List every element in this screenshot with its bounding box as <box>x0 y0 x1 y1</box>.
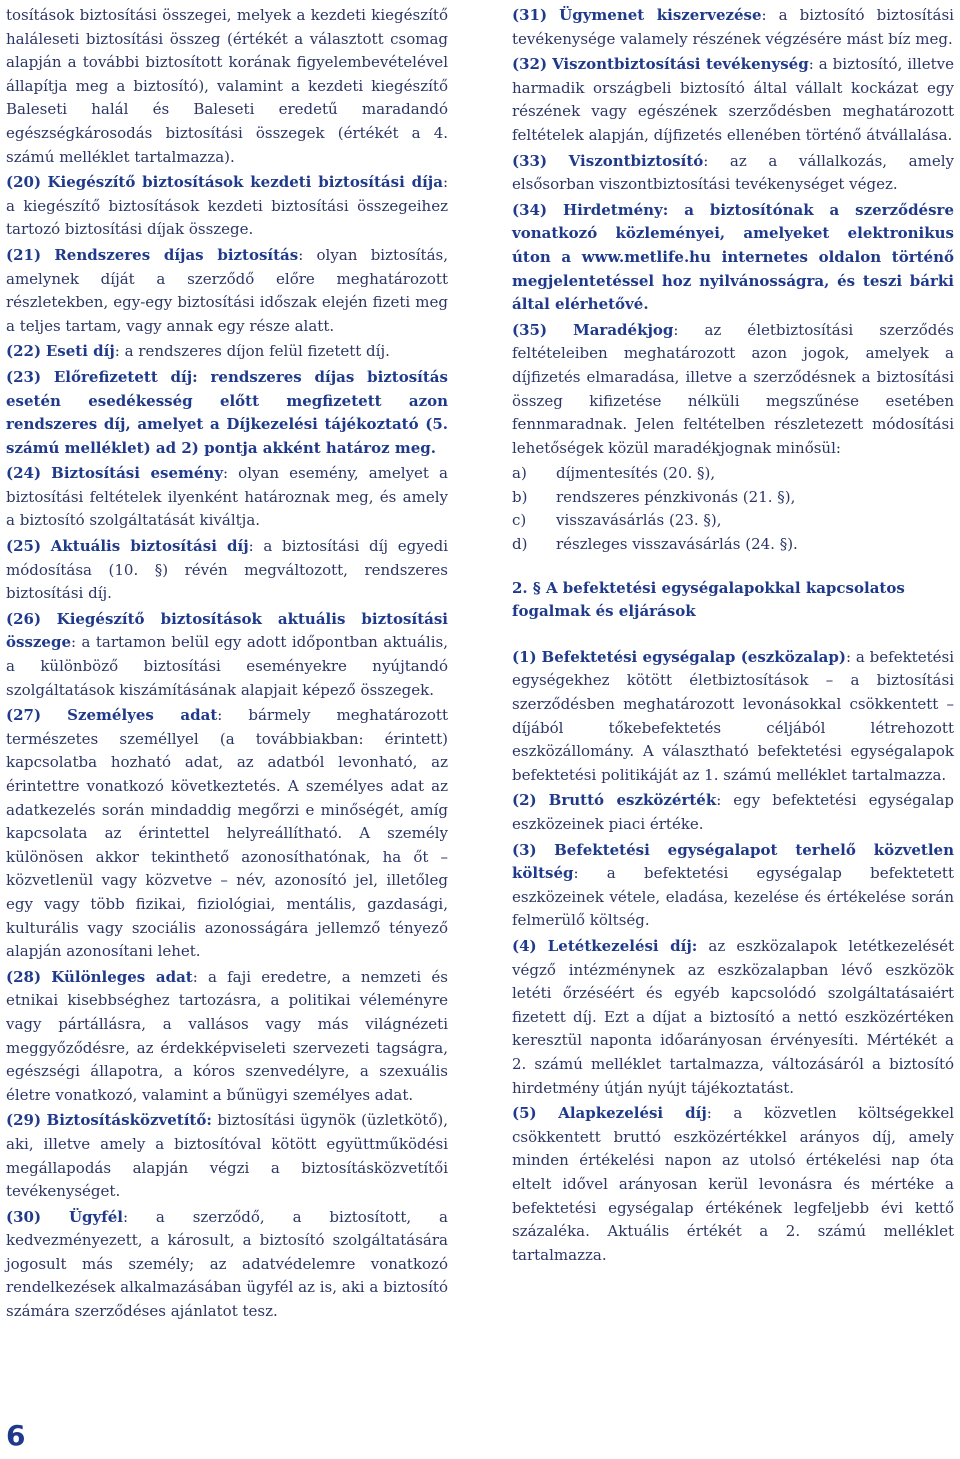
definition-text: rendszeres díjas biztosítás esetén esedékesség előtt megfizetett azon rendszeres díj, amelyet a Díjkezelési tájékoztató (5. számú melléklet) ad 2) pontja akként határoz meg. <box>6 367 448 457</box>
definition-text: : a faji eredetre, a nemzeti és etnikai kisebbséghez tartozásra, a politikai véleményre vagy pártállásra, a vallásos vagy más világnézeti meggyőződésre, az érdekképviseleti szervezeti tagságra, egészségi állapotra, a kóros szenvedélyre, a szexuális életre vonatkozó, valamint a bűnügyi személyes adat. <box>6 967 448 1104</box>
definition-number: (26) <box>6 609 42 628</box>
definition-item <box>6 535 448 606</box>
definition-number: (29) <box>6 1111 42 1130</box>
definition-text: : a közvetlen költségekkel csökkentett bruttó eszközértékkel arányos díj, amely minden értékelési napon az utolsó értékelési nap óta eltelt idővel arányosan kerül levonásra és mértéke a befektetési egységalap értékének legfeljebb évi kettő százaléka. Aktuális értékét a 2. számú melléklet tartalmazza. <box>512 1104 955 1264</box>
definition-text: : a szerződő, a biztosított, a kedvezményezett, a károsult, a biztosító szolgáltatására jogosult más személy; az adatvédelemre vonatkozó rendelkezések alkalmazásában ügyfél az is, aki a biztosító számára szerződéses ajánlatot tesz. <box>6 1207 448 1321</box>
definition-text: : olyan esemény, amelyet a biztosítási feltételek ilyenként határoznak meg, és amely a biztosító szolgáltatását kiváltja. <box>6 464 448 530</box>
definition-number: (3) <box>512 840 537 859</box>
definition-number: (5) <box>512 1104 537 1123</box>
definition-number: (2) <box>512 791 537 810</box>
list-text: részleges visszavásárlás (24. §). <box>556 535 798 554</box>
definition-term: Személyes adat <box>67 706 218 725</box>
unit-fund-definitions <box>512 646 954 1267</box>
definition-text: : a biztosító biztosítási tevékenysége valamely részének végzésére mást bíz meg. <box>512 6 954 48</box>
intro-paragraph: tosítások biztosítási összegei, melyek a kezdeti kiegészítő haláleseti biztosítási összeg (értékét a választott csomag alapján a további biztosított korának figyelembevételével állapítja meg a biztosító), valamint a kezdeti kiegészítő Baleseti halál és Baleseti eredetű maradandó egészségkárosodás biztosítási összegek (értékét a 4. számú melléklet tartalmazza). <box>6 6 448 166</box>
definition-item <box>512 319 954 461</box>
definition-number: (23) <box>6 367 42 386</box>
definition-term: Viszontbiztosító <box>568 151 704 170</box>
definition-term: Kiegészítő biztosítások kezdeti biztosítási díja <box>47 173 443 192</box>
definition-text: : bármely meghatározott természetes személlyel (a továbbiakban: érintett) kapcsolatba hozható adat, az adatból levonható, az érintettre vonatkozó következtetés. A személyes adat az adatkezelés során mindaddig megőrzi e minőségét, amíg kapcsolata az érintettel helyreállítható. A személy különösen akkor tekinthető azonosíthatónak, ha őt – közvetlenül vagy közvetve – név, azonosító jel, illetőleg egy vagy több fizikai, fiziológiai, mentális, gazdasági, kulturális vagy szociális azonosságára jellemző tényező alapján azonosítani lehet. <box>6 706 448 961</box>
definition-text: biztosítási ügynök (üzletkötő), aki, illetve amely a biztosítóval kötött együttműködési megállapodás alapján végzi a biztosításközvetítői tevékenységet. <box>6 1111 448 1201</box>
list-letter: b) <box>512 487 528 506</box>
definition-item <box>512 4 954 51</box>
remainder-rights-list <box>512 462 954 556</box>
definition-item <box>6 1109 448 1203</box>
left-definitions <box>6 171 448 1324</box>
definition-number: (30) <box>6 1207 42 1226</box>
definition-term: Eseti díj <box>45 342 115 361</box>
definition-term: Viszontbiztosítási tevékenység <box>552 55 809 74</box>
definition-number: (27) <box>6 706 42 725</box>
definition-item <box>512 199 954 317</box>
list-text: díjmentesítés (20. §), <box>556 464 716 483</box>
definition-text: : a tartamon belül egy adott időpontban aktuális, a különböző biztosítási eseményekre nyújtandó szolgáltatások kiszámításának alapjait képező összegek. <box>6 633 448 699</box>
definition-term: Ügyfél <box>68 1207 123 1226</box>
definition-item <box>512 150 954 197</box>
definition-item <box>512 935 954 1100</box>
right-definitions <box>512 4 954 460</box>
list-item <box>512 533 954 557</box>
definition-number: (20) <box>6 173 42 192</box>
list-item <box>512 462 954 486</box>
definition-number: (35) <box>512 320 548 339</box>
definition-item <box>6 244 448 338</box>
list-text: visszavásárlás (23. §), <box>556 511 722 530</box>
definition-text: a biztosítónak a szerződésre vonatkozó közleményei, amelyeket elektronikus úton a www.metlife.hu internetes oldalon történő megjelentetéssel hoz nyilvánosságra, és teszi bárki által elérhetővé. <box>512 200 954 314</box>
definition-number: (25) <box>6 537 42 556</box>
definition-text: : a kiegészítő biztosítások kezdeti biztosítási összegeihez tartozó biztosítási díjak összege. <box>6 173 448 239</box>
page-number: 6 <box>6 1419 26 1452</box>
definition-term: Rendszeres díjas biztosítás <box>54 245 299 264</box>
definition-term: Alapkezelési díj <box>558 1104 707 1123</box>
definition-number: (24) <box>6 464 42 483</box>
definition-term: Letétkezelési díj: <box>547 936 698 955</box>
definition-item <box>6 608 448 702</box>
definition-term: Biztosításközvetítő: <box>46 1111 212 1130</box>
definition-number: (1) <box>512 647 537 666</box>
definition-term: Ügymenet kiszervezése <box>559 6 762 24</box>
definition-number: (22) <box>6 342 42 361</box>
definition-text: : olyan biztosítás, amelynek díját a szerződő előre meghatározott részletekben, egy-egy biztosítási időszak elején fizeti meg a teljes tartam, vagy annak egy része alatt. <box>6 245 448 335</box>
definition-item <box>6 340 448 364</box>
definition-item <box>512 53 954 147</box>
definition-number: (32) <box>512 55 548 74</box>
definition-text: : az a vállalkozás, amely elsősorban viszontbiztosítási tevékenységet végez. <box>512 151 954 194</box>
definition-term: Befektetési egységalap (eszközalap) <box>541 647 846 666</box>
definition-item <box>6 704 448 964</box>
section-heading: 2. § A befektetési egységalapokkal kapcsolatos fogalmak és eljárások <box>512 578 905 621</box>
list-item <box>512 509 954 533</box>
definition-item <box>512 839 954 933</box>
definition-text: : az életbiztosítási szerződés feltételeiben meghatározott azon jogok, amelyek a díjfizetés elmaradása, illetve a szerződésnek a biztosítási összeg kifizetése nélküli megszűnése esetében fennmaradnak. Jelen feltételben részletezett módosítási lehetőségek közül maradékjognak minősül: <box>512 320 954 457</box>
list-letter: a) <box>512 464 527 483</box>
left-column <box>6 4 448 1326</box>
definition-term: Hirdetmény: <box>563 200 669 219</box>
definition-text: : a befektetési egységekhez kötött életbiztosítások – a biztosítási szerződésben meghatározott levonásokkal csökkentett – díjából tőkebefektetés céljából létrehozott eszközállomány. A választható befektetési egységalapok befektetési politikáját az 1. számú melléklet tartalmazza. <box>512 647 954 784</box>
list-letter: c) <box>512 511 527 530</box>
definition-item <box>6 366 448 460</box>
definition-item <box>6 1206 448 1324</box>
right-column <box>512 4 954 1269</box>
definition-text: : egy befektetési egységalap eszközeinek piaci értéke. <box>512 791 954 833</box>
definition-item <box>6 171 448 242</box>
definition-item <box>512 646 954 788</box>
definition-text: : a befektetési egységalap befektetett eszközeinek vétele, eladása, kezelése és értékelése során felmerülő költség. <box>512 864 954 930</box>
definition-item <box>512 1102 954 1267</box>
definition-number: (34) <box>512 200 548 219</box>
definition-term: Maradékjog <box>573 320 674 339</box>
definition-number: (33) <box>512 151 548 170</box>
definition-text: az eszközalapok letétkezelését végző intézménynek az eszközalapban lévő eszközök letéti őrzéséért és egyéb kapcsolódó szolgáltatásaiért fizetett díj. Ezt a díjat a biztosító a nettó eszközértéken keresztül naponta időarányosan érvényesíti. Mértékét a 2. számú melléklet tartalmazza, változásáról a biztosító hirdetmény útján nyújt tájékoztatást. <box>512 936 954 1097</box>
definition-number: (31) <box>512 6 548 24</box>
definition-item <box>6 462 448 533</box>
definition-item <box>512 789 954 836</box>
definition-term: Befektetési egységalapot terhelő közvetlen költség <box>512 840 954 883</box>
definition-term: Bruttó eszközérték <box>548 791 717 810</box>
definition-text: : a rendszeres díjon felül fizetett díj. <box>114 342 390 361</box>
list-letter: d) <box>512 535 528 554</box>
definition-term: Kiegészítő biztosítások aktuális biztosítási összege <box>6 609 448 652</box>
definition-number: (4) <box>512 936 537 955</box>
list-item <box>512 486 954 510</box>
definition-text: : a biztosítási díj egyedi módosítása (10. §) révén megváltozott, rendszeres biztosítási díj. <box>6 537 448 603</box>
list-text: rendszeres pénzkivonás (21. §), <box>556 487 796 506</box>
definition-number: (21) <box>6 245 42 264</box>
definition-term: Előrefizetett díj: <box>53 367 198 386</box>
definition-item <box>6 966 448 1108</box>
definition-term: Aktuális biztosítási díj <box>50 537 249 556</box>
definition-number: (28) <box>6 967 42 986</box>
definition-term: Különleges adat <box>51 967 193 986</box>
definition-term: Biztosítási esemény <box>51 464 224 483</box>
definition-text: : a biztosító, illetve harmadik országbeli biztosító által vállalt kockázat egy részének vagy egészének szerződésben meghatározott feltételek alapján, díjfizetés ellenében történő átvállalása. <box>512 55 954 144</box>
